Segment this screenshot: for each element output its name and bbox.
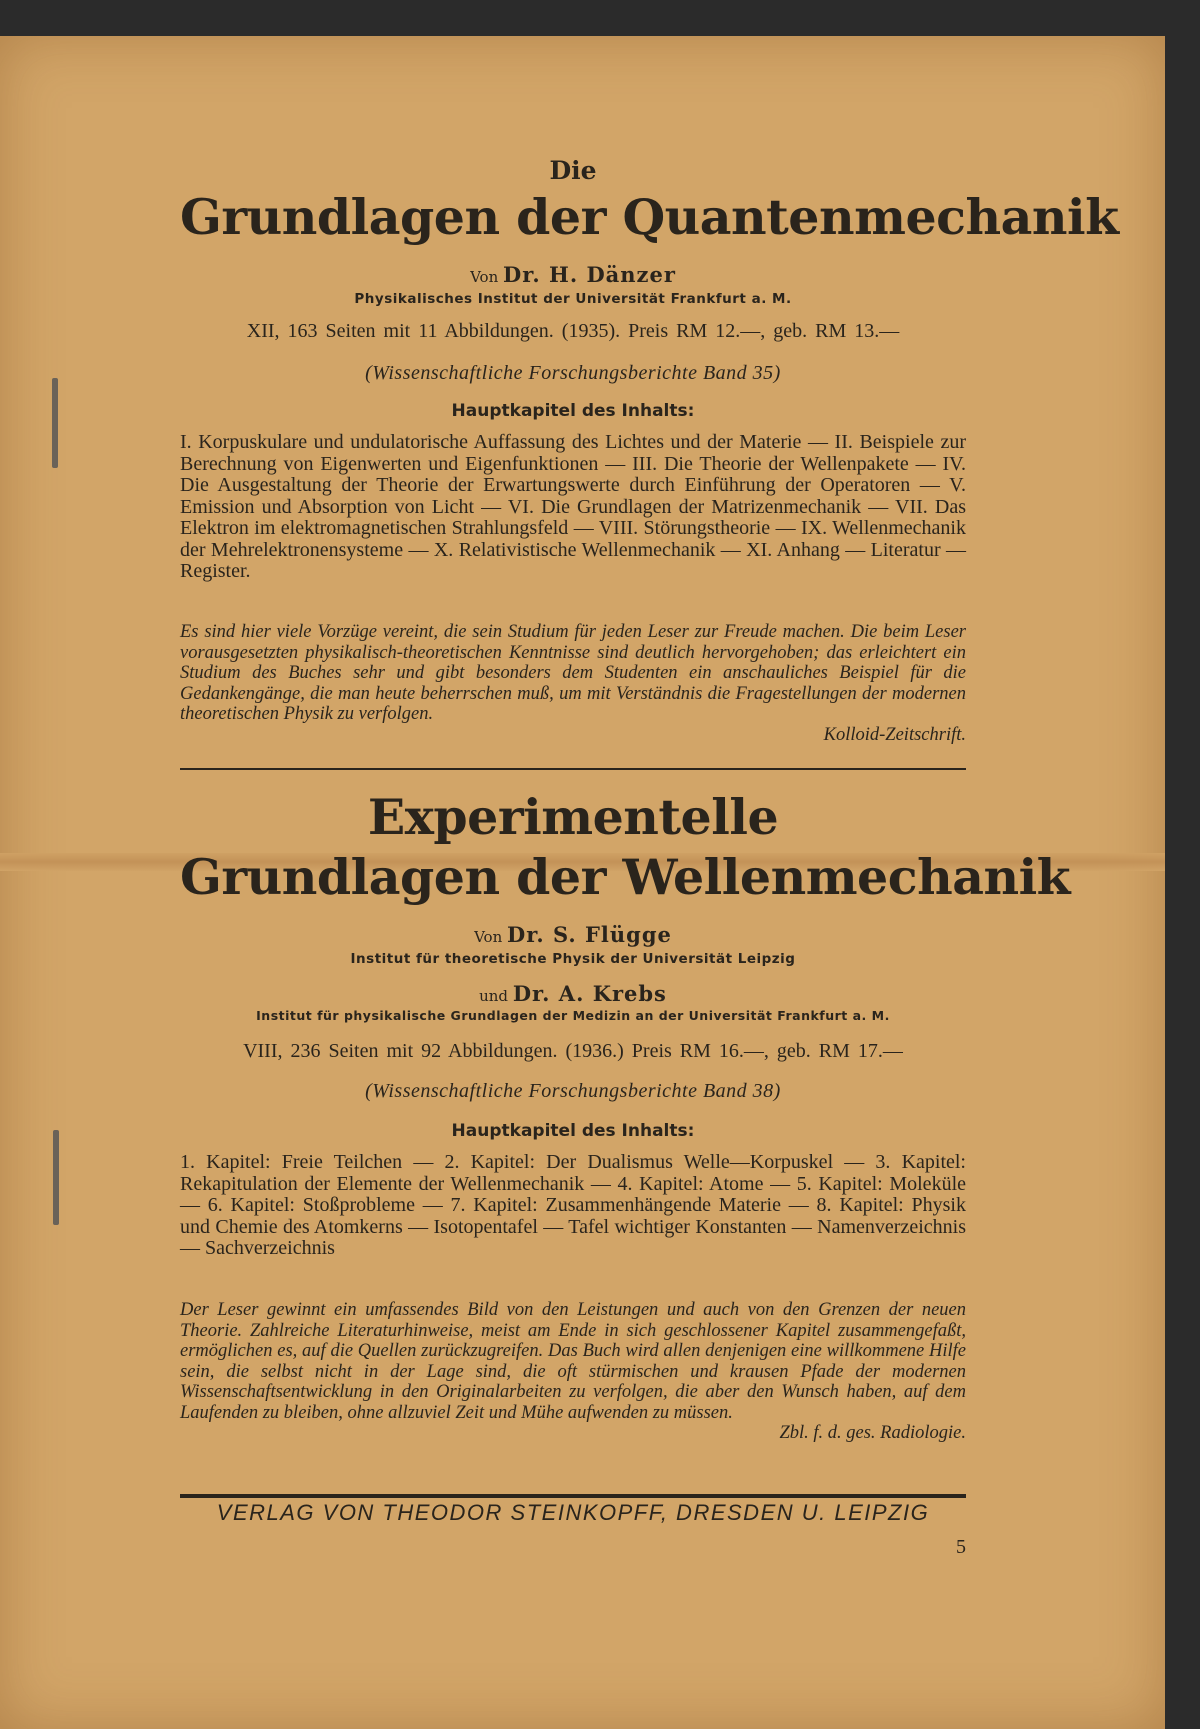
book1-title: Grundlagen der Quantenmechanik: [180, 188, 1119, 246]
book2-review: Der Leser gewinnt ein umfassendes Bild von den Leistungen und auch von den Grenzen der neuen Theorie. Zahlreiche Literaturhinweise, meist am Ende in sich geschlossener Kapitel zusammengefaßt, ermöglichen es, auf die Quellen zurückzugreifen. Das Buch wird allen denjenigen eine willkommene Hilfe sein, die selbst nicht in der Lage sind, die oft stürmischen und krausen Pfade der modernen Wissenschaftsentwicklung in den Originalarbeiten zu verfolgen, die aber den Wunsch haben, auf dem Laufenden zu bleiben, ohne allzuviel Zeit und Mühe aufwenden zu müssen. Zbl. f. d. ges. Radiologie.: [180, 1300, 966, 1443]
book1-series: (Wissenschaftliche Forschungsberichte Band 35): [365, 362, 781, 384]
publisher-line: VERLAG VON THEODOR STEINKOPFF, DRESDEN U. LEIPZIG: [216, 1500, 930, 1525]
book1-pre-title: Die: [549, 156, 597, 185]
book2-series: (Wissenschaftliche Forschungsberichte Band 38): [365, 1080, 781, 1102]
book2-author2: und Dr. A. Krebs: [479, 981, 667, 1006]
book1-institute: Physikalisches Institut der Universität Frankfurt a. M.: [354, 291, 792, 307]
page-number: 5: [956, 1536, 966, 1558]
section-divider: [180, 768, 966, 770]
book2-author1: Von Dr. S. Flügge: [474, 922, 672, 947]
book1-contents: I. Korpuskulare und undulatorische Auffassung des Lichtes und der Materie — II. Beispiele zur Berechnung von Eigenwerten und Eigenfunktionen — III. Die Theorie der Wellenpakete — IV. Die Ausgestaltung der Theorie der Erwartungswerte durch Einführung der Operatoren — V. Emission und Absorption von Licht — VI. Die Grundlagen der Matrizenmechanik — VII. Das Elektron im elektromagnetischen Strahlungsfeld — VIII. Störungstheorie — IX. Wellenmechanik der Mehrelektronensysteme — X. Relativistische Wellenmechanik — XI. Anhang — Literatur — Register.: [180, 431, 966, 582]
book1-review: Es sind hier viele Vorzüge vereint, die sein Studium für jeden Leser zur Freude machen. Die beim Leser vorausgesetzten physikalisch-theoretischen Kenntnisse sind deutlich hervorgehoben; das erleichtert ein Studium des Buches sehr und gibt besonders dem Studenten ein anschauliches Beispiel für die Gedankengänge, die man heute beherrschen muß, um mit Verständnis die Fragestellungen der modernen theoretischen Physik zu verfolgen. Kolloid-Zeitschrift.: [180, 622, 966, 745]
publisher-rule: [180, 1494, 966, 1498]
book1-contents-heading: Hauptkapitel des Inhalts:: [451, 401, 695, 421]
book1-author: Von Dr. H. Dänzer: [470, 262, 676, 287]
book1-review-source: Kolloid-Zeitschrift.: [823, 724, 966, 745]
book2-meta: VIII, 236 Seiten mit 92 Abbildungen. (1936.) Preis RM 16.—, geb. RM 17.—: [243, 1040, 903, 1062]
staple: [52, 378, 58, 468]
book2-title-line1: Experimentelle: [367, 788, 779, 846]
book1-meta: XII, 163 Seiten mit 11 Abbildungen. (1935). Preis RM 12.—, geb. RM 13.—: [246, 320, 900, 342]
book2-contents: 1. Kapitel: Freie Teilchen — 2. Kapitel: Der Dualismus Welle—Korpuskel — 3. Kapitel: Rekapitulation der Elemente der Wellenmechanik — 4. Kapitel: Atome — 5. Kapitel: Moleküle — 6. Kapitel: Stoßprobleme — 7. Kapitel: Zusammenhängende Materie — 8. Kapitel: Physik und Chemie des Atomkerns — Isotopentafel — Tafel wichtiger Konstanten — Namenverzeichnis — Sachverzeichnis: [180, 1151, 966, 1259]
book2-review-source: Zbl. f. d. ges. Radiologie.: [779, 1423, 966, 1443]
book2-title-line2: Grundlagen der Wellenmechanik: [180, 848, 1071, 906]
book2-institute1: Institut für theoretische Physik der Universität Leipzig: [350, 951, 796, 967]
book2-institute2: Institut für physikalische Grundlagen der Medizin an der Universität Frankfurt a. M.: [256, 1008, 890, 1023]
staple: [53, 1130, 59, 1225]
book2-contents-heading: Hauptkapitel des Inhalts:: [451, 1121, 695, 1141]
